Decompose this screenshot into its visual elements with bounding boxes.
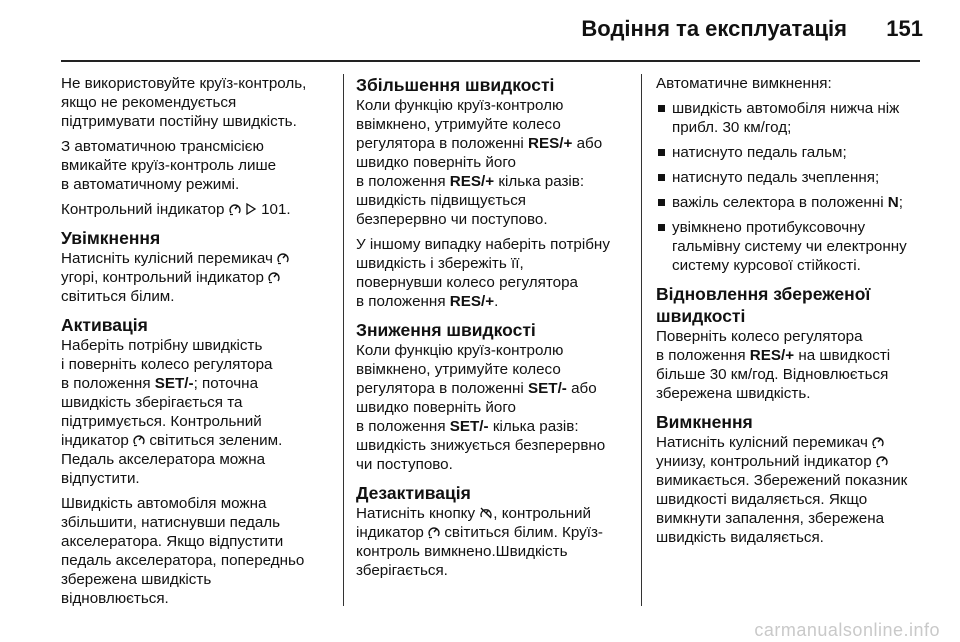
column-right — [656, 74, 940, 553]
heading-switch-on: Увімкнення — [61, 228, 161, 248]
paragraph-switch-on: Натисніть кулісний перемикач угорі, контрольний індикатор світиться білим. — [61, 249, 343, 306]
heading-activation: Активація — [61, 315, 148, 335]
paragraph-switch-off: Натисніть кулісний перемикач униизу, контрольний індикатор вимикається. Збережений показник швидкості видаляється. Якщо вимкнути запалення, збережена швидкість видаляється. — [656, 434, 908, 546]
paragraph-restore-speed: Поверніть колесо регулятора в положення RES/+ на швидкості більше 30 км/год. Відновлюється збережена швидкість. — [656, 328, 891, 402]
cruise-control-icon — [872, 435, 884, 449]
cruise-control-icon — [133, 433, 145, 447]
page-reference-icon — [245, 202, 257, 216]
heading-deactivation: Дезактивація — [356, 483, 471, 503]
page-title: Водіння та експлуатація — [581, 16, 847, 41]
paragraph-intro: Не використовуйте круїз-контроль, якщо не рекомендується підтримувати постійну швидкість. — [61, 75, 307, 130]
heading-restore-speed: Відновлення збереженої швидкості — [656, 284, 871, 326]
header-divider — [61, 60, 920, 62]
heading-decrease-speed: Зниження швидкості — [356, 320, 536, 340]
column-middle — [356, 74, 638, 586]
paragraph-auto-off: Автоматичне вимкнення: — [656, 75, 832, 92]
paragraph-indicator: Контрольний індикатор 101. — [61, 201, 291, 218]
cruise-control-icon — [876, 454, 888, 468]
cruise-control-icon — [277, 251, 289, 265]
list-item: швидкість автомобіля нижча ніж прибл. 30 км/год; — [656, 99, 940, 137]
paragraph-increase-speed: Коли функцію круїз-контролю ввімкнено, утримуйте колесо регулятора в положенні RES/+ або швидко поверніть його в положення RES/+ кілька разів: швидкість підвищується безперервно чи поступово. — [356, 97, 603, 228]
list-item: натиснуто педаль зчеплення; — [656, 168, 940, 187]
cruise-cancel-icon — [479, 506, 493, 520]
watermark: carmanualsonline.info — [754, 620, 940, 640]
list-item: увімкнено протибуксовочну гальмівну систему чи електронну систему курсової стійкості. — [656, 218, 940, 275]
list-item: натиснуто педаль гальм; — [656, 143, 940, 162]
paragraph-increase-pedal: Швидкість автомобіля можна збільшити, натиснувши педаль акселератора. Якщо відпустити педаль акселератора, попередньо збережена швидкість відновлюється. — [61, 495, 305, 607]
paragraph-deactivation: Натисніть кнопку , контрольний індикатор світиться білим. Круїз- контроль вимкнено.Швидкість зберігається. — [356, 505, 603, 579]
paragraph-automatic: З автоматичною трансмісією вмикайте круїз-контроль лише в автоматичному режимі. — [61, 138, 277, 193]
page-number: 151 — [886, 16, 923, 41]
cruise-control-icon — [268, 270, 280, 284]
column-divider — [343, 74, 344, 606]
heading-increase-speed: Збільшення швидкості — [356, 75, 555, 95]
cruise-control-icon — [229, 202, 241, 216]
paragraph-decrease-speed: Коли функцію круїз-контролю ввімкнено, утримуйте колесо регулятора в положенні SET/- або швидко поверніть його в положення SET/- кілька разів: швидкість знижується безперервно чи поступово. — [356, 342, 606, 473]
column-divider — [641, 74, 642, 606]
auto-off-list — [656, 99, 940, 275]
column-left — [61, 74, 343, 614]
paragraph-activation: Наберіть потрібну швидкість і поверніть колесо регулятора в положення SET/-; поточна швидкість зберігається та підтримується. Контрольний індикатор світиться зеленим. Педаль акселератора можна відпустити. — [61, 337, 283, 487]
page-header — [0, 0, 960, 62]
list-item: важіль селектора в положенні N; — [656, 193, 940, 212]
heading-switch-off: Вимкнення — [656, 412, 753, 432]
cruise-control-icon — [428, 525, 440, 539]
paragraph-alternative: У іншому випадку наберіть потрібну швидкість і збережіть її, повернувши колесо регулятора в положення RES/+. — [356, 236, 610, 310]
